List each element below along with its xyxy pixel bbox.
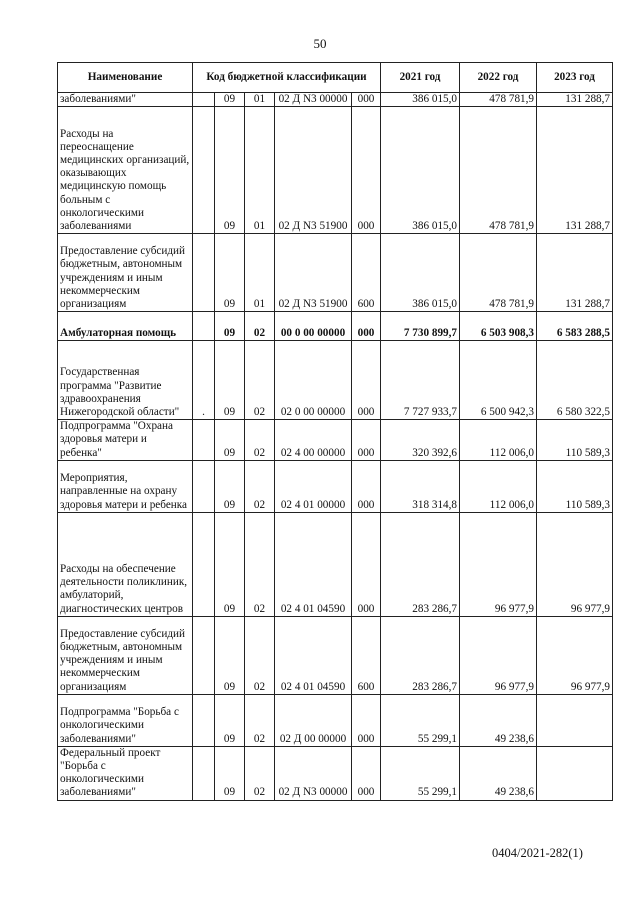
row-code-section: 09 <box>215 746 245 800</box>
row-code-section: 09 <box>215 107 245 234</box>
row-code-type: 000 <box>352 93 381 107</box>
row-code-section: 09 <box>215 420 245 461</box>
row-code-target: 02 Д 00 00000 <box>275 694 352 746</box>
row-code-type: 000 <box>352 312 381 341</box>
row-value-2023: 131 288,7 <box>537 234 613 312</box>
header-2022: 2022 год <box>460 63 537 93</box>
row-value-2021: 283 286,7 <box>381 512 460 616</box>
row-code-section: 09 <box>215 512 245 616</box>
row-code-section: 09 <box>215 234 245 312</box>
row-code-marker <box>193 420 215 461</box>
row-value-2022: 96 977,9 <box>460 616 537 694</box>
row-value-2021: 318 314,8 <box>381 460 460 512</box>
row-value-2022: 6 503 908,3 <box>460 312 537 341</box>
row-code-subsection: 02 <box>245 616 275 694</box>
table-row <box>58 616 613 694</box>
row-code-marker <box>193 460 215 512</box>
row-value-2023: 110 589,3 <box>537 420 613 461</box>
row-code-target: 00 0 00 00000 <box>275 312 352 341</box>
row-value-2022: 96 977,9 <box>460 512 537 616</box>
row-value-2022: 478 781,9 <box>460 234 537 312</box>
row-name: Амбулаторная помощь <box>58 312 193 341</box>
row-name: Расходы на переоснащение медицинских организаций, оказывающих медицинскую помощь больным с онкологическими заболеваниями <box>58 107 193 234</box>
row-code-subsection: 02 <box>245 341 275 420</box>
header-code: Код бюджетной классификации <box>193 63 381 93</box>
row-name: Федеральный проект "Борьба с онкологическими заболеваниями" <box>58 746 193 800</box>
row-code-target: 02 Д N3 00000 <box>275 93 352 107</box>
row-value-2023 <box>537 746 613 800</box>
row-code-marker <box>193 107 215 234</box>
table-header-row <box>58 63 613 93</box>
table-row <box>58 93 613 107</box>
table-row <box>58 512 613 616</box>
table-row <box>58 107 613 234</box>
row-code-type: 000 <box>352 512 381 616</box>
row-code-subsection: 01 <box>245 234 275 312</box>
row-value-2021: 7 730 899,7 <box>381 312 460 341</box>
table-row <box>58 746 613 800</box>
row-code-target: 02 Д N3 00000 <box>275 746 352 800</box>
row-code-type: 600 <box>352 616 381 694</box>
row-code-target: 02 4 00 00000 <box>275 420 352 461</box>
row-value-2021: 386 015,0 <box>381 93 460 107</box>
row-code-marker <box>193 312 215 341</box>
row-value-2021: 320 392,6 <box>381 420 460 461</box>
page-number: 50 <box>313 36 327 51</box>
row-code-section: 09 <box>215 694 245 746</box>
row-value-2021: 7 727 933,7 <box>381 341 460 420</box>
row-code-type: 000 <box>352 694 381 746</box>
row-value-2023: 6 583 288,5 <box>537 312 613 341</box>
row-code-subsection: 02 <box>245 512 275 616</box>
row-code-subsection: 02 <box>245 460 275 512</box>
table-row <box>58 341 613 420</box>
row-code-type: 000 <box>352 107 381 234</box>
budget-table <box>57 62 613 801</box>
row-code-subsection: 01 <box>245 107 275 234</box>
row-code-marker <box>193 746 215 800</box>
row-code-target: 02 0 00 00000 <box>275 341 352 420</box>
row-name: Мероприятия, направленные на охрану здоровья матери и ребенка <box>58 460 193 512</box>
row-code-subsection: 02 <box>245 312 275 341</box>
row-code-section: 09 <box>215 616 245 694</box>
row-code-target: 02 4 01 00000 <box>275 460 352 512</box>
row-code-target: 02 4 01 04590 <box>275 616 352 694</box>
row-code-subsection: 02 <box>245 746 275 800</box>
row-value-2022: 6 500 942,3 <box>460 341 537 420</box>
row-code-section: 09 <box>215 341 245 420</box>
row-name: Подпрограмма "Охрана здоровья матери и ребенка" <box>58 420 193 461</box>
row-value-2021: 283 286,7 <box>381 616 460 694</box>
row-code-type: 600 <box>352 234 381 312</box>
row-code-marker <box>193 616 215 694</box>
row-code-subsection: 02 <box>245 420 275 461</box>
row-value-2023 <box>537 694 613 746</box>
row-code-marker <box>193 234 215 312</box>
row-code-subsection: 01 <box>245 93 275 107</box>
row-code-type: 000 <box>352 746 381 800</box>
row-code-marker <box>193 512 215 616</box>
row-name: Государственная программа "Развитие здравоохранения Нижегородской области" <box>58 341 193 420</box>
row-value-2023: 110 589,3 <box>537 460 613 512</box>
row-value-2021: 386 015,0 <box>381 234 460 312</box>
row-code-type: 000 <box>352 460 381 512</box>
table-row <box>58 460 613 512</box>
row-value-2022: 49 238,6 <box>460 746 537 800</box>
row-code-target: 02 4 01 04590 <box>275 512 352 616</box>
row-value-2023: 131 288,7 <box>537 93 613 107</box>
row-code-section: 09 <box>215 312 245 341</box>
row-name: Расходы на обеспечение деятельности поликлиник, амбулаторий, диагностических центров <box>58 512 193 616</box>
row-value-2022: 112 006,0 <box>460 420 537 461</box>
row-code-section: 09 <box>215 93 245 107</box>
row-value-2021: 55 299,1 <box>381 694 460 746</box>
row-value-2022: 49 238,6 <box>460 694 537 746</box>
row-value-2021: 55 299,1 <box>381 746 460 800</box>
row-value-2023: 131 288,7 <box>537 107 613 234</box>
row-name: Предоставление субсидий бюджетным, автономным учреждениям и иным некоммерческим организациям <box>58 234 193 312</box>
header-2021: 2021 год <box>381 63 460 93</box>
row-value-2022: 478 781,9 <box>460 93 537 107</box>
row-code-type: 000 <box>352 341 381 420</box>
row-value-2023: 96 977,9 <box>537 512 613 616</box>
row-code-target: 02 Д N3 51900 <box>275 234 352 312</box>
row-code-target: 02 Д N3 51900 <box>275 107 352 234</box>
table-row <box>58 694 613 746</box>
row-code-marker: . <box>193 341 215 420</box>
header-2023: 2023 год <box>537 63 613 93</box>
row-name: заболеваниями" <box>58 93 193 107</box>
row-value-2022: 478 781,9 <box>460 107 537 234</box>
table-row <box>58 312 613 341</box>
row-value-2023: 6 580 322,5 <box>537 341 613 420</box>
row-name: Подпрограмма "Борьба с онкологическими заболеваниями" <box>58 694 193 746</box>
row-code-type: 000 <box>352 420 381 461</box>
table-body <box>58 93 613 801</box>
table-row <box>58 234 613 312</box>
row-value-2021: 386 015,0 <box>381 107 460 234</box>
row-code-marker <box>193 694 215 746</box>
row-value-2023: 96 977,9 <box>537 616 613 694</box>
document-code: 0404/2021-282(1) <box>492 846 583 860</box>
header-name: Наименование <box>58 63 193 93</box>
row-code-subsection: 02 <box>245 694 275 746</box>
table-row <box>58 420 613 461</box>
row-value-2022: 112 006,0 <box>460 460 537 512</box>
row-name: Предоставление субсидий бюджетным, автономным учреждениям и иным некоммерческим организациям <box>58 616 193 694</box>
row-code-marker <box>193 93 215 107</box>
row-code-section: 09 <box>215 460 245 512</box>
